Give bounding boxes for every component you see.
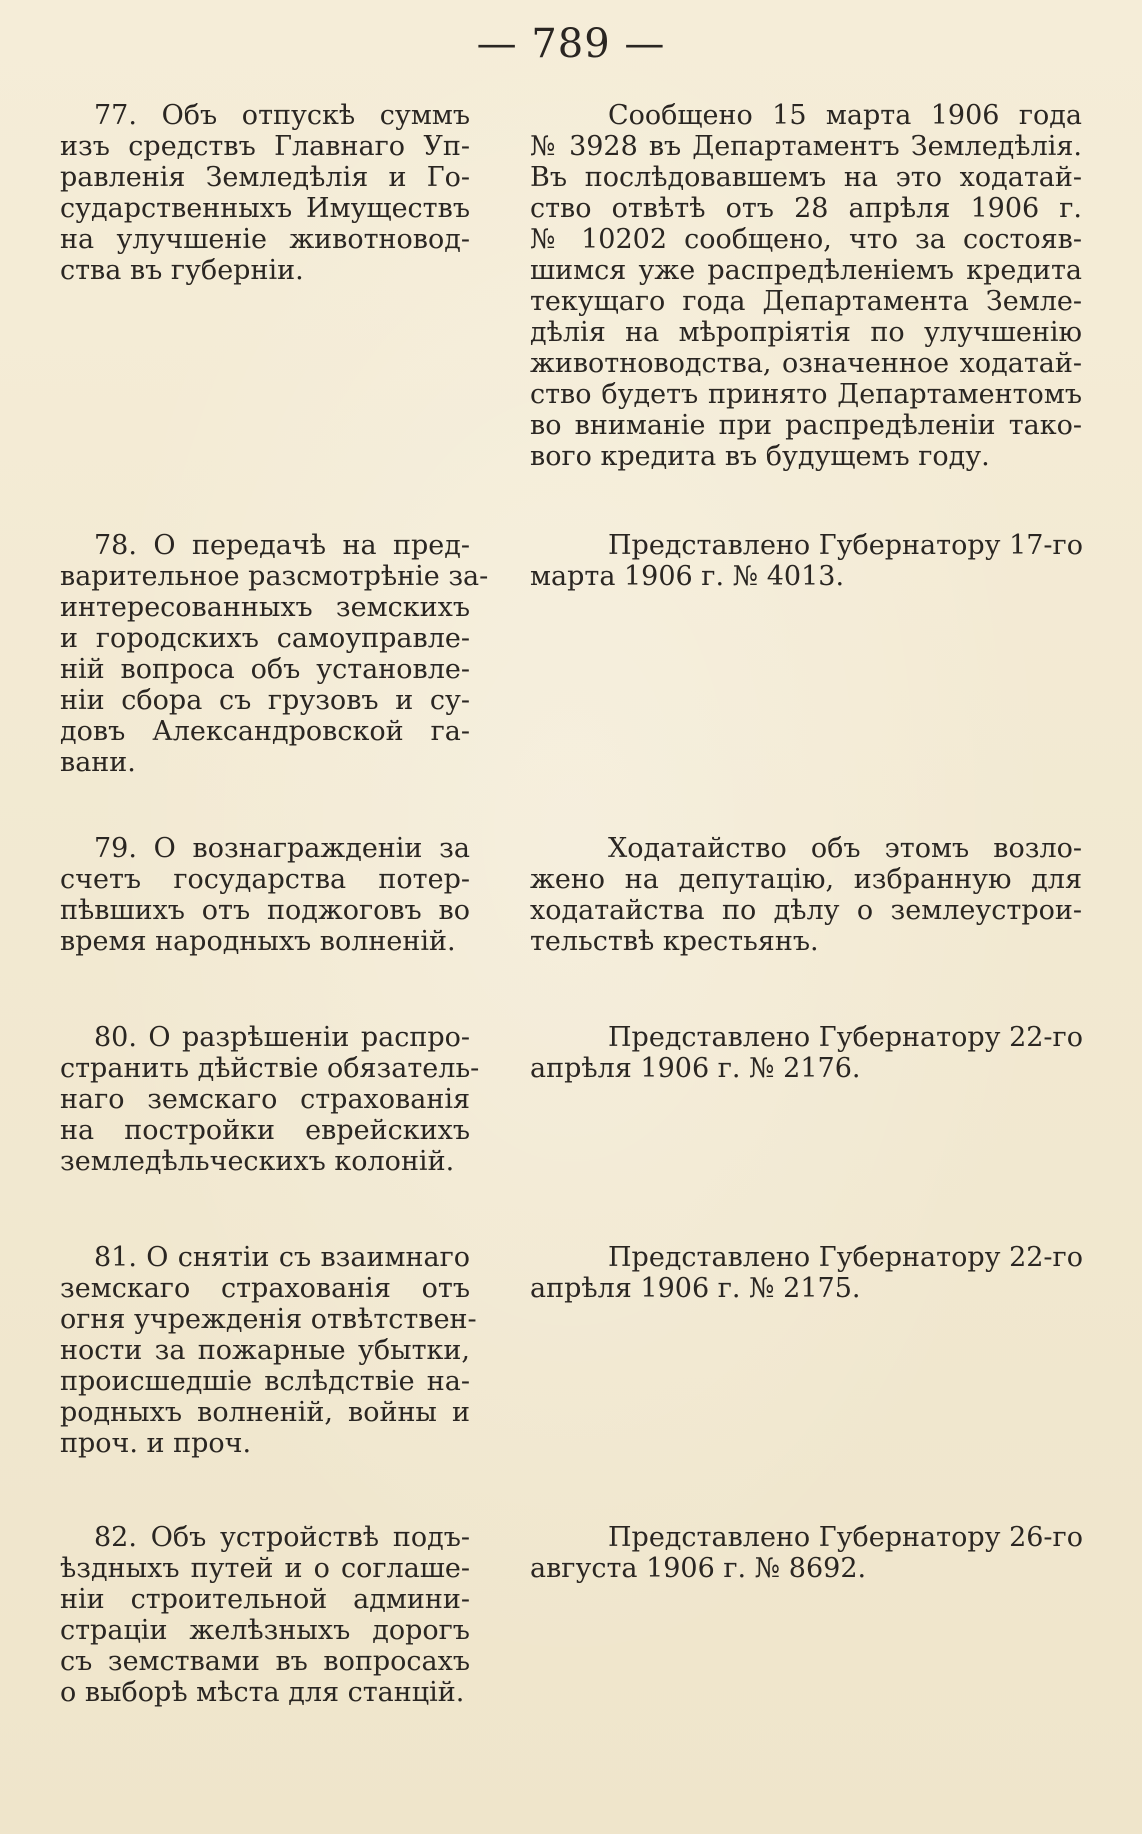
text-line: интересованныхъ земскихъ [60, 592, 470, 623]
text-line: жено на депутацію, избранную для [530, 864, 1082, 895]
text-line: Ходатайство объ этомъ возло- [608, 833, 1082, 864]
text-line: происшедшіе вслѣдствіе на- [60, 1366, 470, 1397]
text-line: Представлено Губернатору 22-го [608, 1242, 1083, 1273]
text-line: ній вопроса объ установле- [60, 654, 470, 685]
text-line: ство отвѣтѣ отъ 28 апрѣля 1906 г. [530, 193, 1082, 224]
text-line: варительное разсмотрѣніе за- [60, 561, 489, 592]
entry-82-subject [60, 1522, 470, 1708]
text-line: сударственныхъ Имуществъ [60, 193, 470, 224]
text-line: марта 1906 г. № 4013. [530, 561, 845, 592]
text-line: и городскихъ самоуправле- [60, 623, 470, 654]
text-line: огня учрежденія отвѣтствен- [60, 1304, 477, 1335]
text-line: 78. О передачѣ на пред- [94, 530, 470, 561]
text-line: 77. Объ отпускѣ суммъ [94, 100, 470, 131]
text-line: Сообщено 15 марта 1906 года [608, 100, 1082, 131]
text-line: равленія Земледѣлія и Го- [60, 162, 470, 193]
text-line: ства въ губерніи. [60, 255, 304, 286]
text-line: вого кредита въ будущемъ году. [530, 441, 990, 472]
entry-81-outcome [530, 1242, 1082, 1304]
entry-82-outcome [530, 1522, 1082, 1584]
text-line: тельствѣ крестьянъ. [530, 926, 819, 957]
text-line: изъ средствъ Главнаго Уп- [60, 131, 470, 162]
text-line: шимся уже распредѣленіемъ кредита [530, 255, 1082, 286]
text-line: счетъ государства потер- [60, 864, 470, 895]
text-line: о выборѣ мѣста для станцій. [60, 1677, 465, 1708]
text-line: проч. и проч. [60, 1428, 252, 1459]
text-line: № 3928 въ Департаментъ Земледѣлія. [530, 131, 1082, 162]
entry-77-subject [60, 100, 470, 286]
page-number: — 789 — [476, 21, 666, 67]
entry-80-subject [60, 1022, 480, 1177]
text-line: 81. О снятіи съ взаимнаго [94, 1242, 470, 1273]
entry-81-subject [60, 1242, 477, 1459]
text-line: во вниманіе при распредѣленіи тако- [530, 410, 1082, 441]
text-line: ности за пожарные убытки, [60, 1335, 470, 1366]
text-line: 79. О вознагражденіи за [94, 833, 470, 864]
text-line: животноводства, означенное ходатай- [530, 348, 1082, 379]
text-line: августа 1906 г. № 8692. [530, 1553, 867, 1584]
entry-79-subject [60, 833, 470, 957]
text-line: ходатайства по дѣлу о землеустрои- [530, 895, 1082, 926]
text-line: время народныхъ волненій. [60, 926, 456, 957]
text-line: странить дѣйствіе обязатель- [60, 1053, 480, 1084]
text-line: на улучшеніе животновод- [60, 224, 470, 255]
text-line: довъ Александровской га- [60, 716, 470, 747]
text-line: вани. [60, 747, 136, 778]
text-line: дѣлія на мѣропріятія по улучшенію [530, 317, 1082, 348]
text-line: Представлено Губернатору 26-го [608, 1522, 1083, 1553]
text-line: наго земскаго страхованія [60, 1084, 470, 1115]
text-line: земскаго страхованія отъ [60, 1273, 470, 1304]
text-line: апрѣля 1906 г. № 2176. [530, 1053, 861, 1084]
text-line: 82. Объ устройствѣ подъ- [94, 1522, 470, 1553]
text-line: № 10202 сообщено, что за состояв- [530, 224, 1082, 255]
entry-79-outcome [530, 833, 1082, 957]
entry-78-outcome [530, 530, 1082, 592]
text-line: ство будетъ принято Департаментомъ [530, 379, 1082, 410]
text-line: ніи сбора съ грузовъ и су- [60, 685, 470, 716]
entry-80-outcome [530, 1022, 1082, 1084]
text-line: текущаго года Департамента Земле- [530, 286, 1082, 317]
text-line: страціи желѣзныхъ дорогъ [60, 1615, 470, 1646]
text-line: родныхъ волненій, войны и [60, 1397, 470, 1428]
text-line: Представлено Губернатору 22-го [608, 1022, 1083, 1053]
text-line: Представлено Губернатору 17-го [608, 530, 1083, 561]
text-line: ніи строительной админи- [60, 1584, 470, 1615]
text-line: съ земствами въ вопросахъ [60, 1646, 470, 1677]
text-line: ѣздныхъ путей и о соглаше- [60, 1553, 470, 1584]
text-line: Въ послѣдовавшемъ на это ходатай- [530, 162, 1082, 193]
text-line: 80. О разрѣшеніи распро- [94, 1022, 470, 1053]
entry-77-outcome [530, 100, 1082, 472]
text-line: апрѣля 1906 г. № 2175. [530, 1273, 861, 1304]
text-line: земледѣльческихъ колоній. [60, 1146, 455, 1177]
text-line: на постройки еврейскихъ [60, 1115, 470, 1146]
entry-78-subject [60, 530, 489, 778]
text-line: пѣвшихъ отъ поджоговъ во [60, 895, 470, 926]
